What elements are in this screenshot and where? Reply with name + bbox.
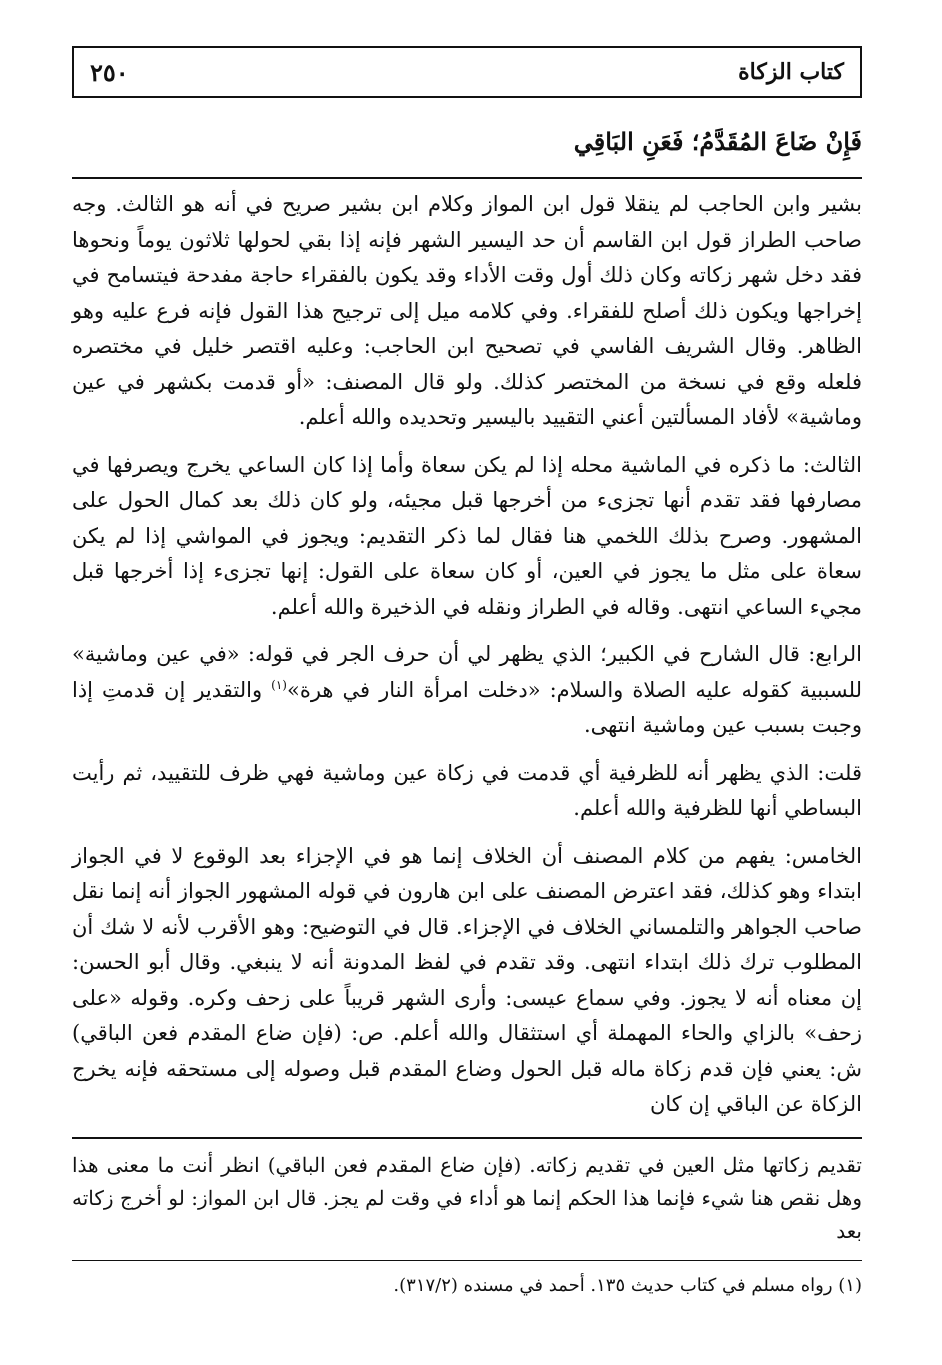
paragraph-4: قلت: الذي يظهر أنه للظرفية أي قدمت في زكاة عين وماشية فهي ظرف للتقييد، ثم رأيت البساطي أنها للظرفية والله أعلم. <box>72 760 862 821</box>
top-divider <box>72 177 862 179</box>
footnote <box>72 1275 862 1296</box>
paragraph-3-part-1: الرابع: قال الشارح في الكبير؛ الذي يظهر لي أن حرف الجر في قوله: «في عين وماشية» للسببية كقوله عليه الصلاة والسلام: «دخلت امرأة النار في هرة» <box>72 642 862 702</box>
middle-divider <box>72 1137 862 1139</box>
paragraph-3 <box>72 637 862 744</box>
book-title: كتاب الزكاة <box>738 59 844 85</box>
paragraph-5: الخامس: يفهم من كلام المصنف أن الخلاف إنما هو في الإجزاء بعد الوقوع لا في الجواز ابتداء وهو كذلك، فقد اعترض المصنف على ابن هارون في قوله المشهور الجواز أنه إنما نقل صاحب الجواهر والتلمساني الخلاف في الإجزاء. قال في التوضيح: وهو الأقرب لأنه لا شك أن المطلوب ترك ذلك ابتداء انتهى. وقد تقدم في لفظ المدونة أنه لا ينبغي. وقال أبو الحسن: إن معناه أنه لا يجوز. وفي سماع عيسى: وأرى الشهر قريباً على زحف وكره. وقوله «على زحف» بالزاي والحاء المهملة أي استثقال والله أعلم. ص: (فإن ضاع المقدم فعن الباقي) ش: يعني فإن قدم زكاة ماله قبل الحول وضاع المقدم قبل وصوله إلى مستحقه فإنه يخرج الزكاة عن الباقي إن كان <box>72 843 862 1117</box>
running-header <box>72 46 862 98</box>
paragraph-1: بشير وابن الحاجب لم ينقلا قول ابن المواز وكلام ابن بشير صريح في أنه هو الثالث. وجه صاحب الطراز قول ابن القاسم أن حد اليسير الشهر فإنه إذا بقي لحولها ثلاثون يوماً ونحوها فقد دخل شهر زكاته وكان ذلك أول وقت الأداء وقد يكون بالفقراء حاجة مفدحة فيتسامح في إخراجها ويكون ذلك أصلح للفقراء. وفي كلامه ميل إلى ترجيح هذا القول فإنه فرع عليه وهو الظاهر. وقال الشريف الفاسي في تصحيح ابن الحاجب: وعليه اقتصر خليل في مختصره فلعله وقع في نسخة من المختصر كذلك. ولو قال المصنف: «أو قدمت بكشهر في عين وماشية» لأفاد المسألتين أعني التقييد باليسير وتحديده والله أعلم. <box>72 192 862 430</box>
footnote-marker: (١) <box>838 1274 862 1296</box>
continued-commentary: تقديم زكاتها مثل العين في تقديم زكاته. (فإن ضاع المقدم فعن الباقي) انظر أنت ما معنى هذا وهل نقص هنا شيء فإنما هذا الحكم إنما هو أداء في وقت لم يجز. قال ابن المواز: لو أخرج زكاته بعد <box>72 1152 862 1243</box>
footnote-divider <box>72 1260 862 1261</box>
matn-text: فَإِنْ ضَاعَ المُقَدَّمُ؛ فَعَنِ البَاقِي <box>573 127 862 156</box>
commentary-body <box>72 187 862 1123</box>
paragraph-3-part-2: والتقدير إن قدمتِ إذا وجبت بسبب عين وماشية انتهى. <box>72 677 862 738</box>
page-number: ٢٥٠ <box>90 57 129 87</box>
paragraph-2: الثالث: ما ذكره في الماشية محله إذا لم يكن سعاة وأما إذا كان الساعي يخرج ويصرفها في مصارفها فقد تقدم أنها تجزىء من أخرجها قبل مجيئه، ولو كان ذلك بعد كمال الحول على المشهور. وصرح بذلك اللخمي هنا فقال لما ذكر التقديم: ويجوز في المواشي إذا لم يكن سعاة على مثل ما يجوز في العين، أو كان سعاة على القول: إنها تجزىء إذا أخرجها قبل مجيء الساعي انتهى. وقاله في الطراز ونقله في الذخيرة والله أعلم. <box>72 452 862 619</box>
footnote-marker-ref: (١) <box>271 677 287 692</box>
footnote-text: رواه مسلم في كتاب حديث ١٣٥. أحمد في مسنده (٣١٧/٢). <box>393 1274 833 1296</box>
